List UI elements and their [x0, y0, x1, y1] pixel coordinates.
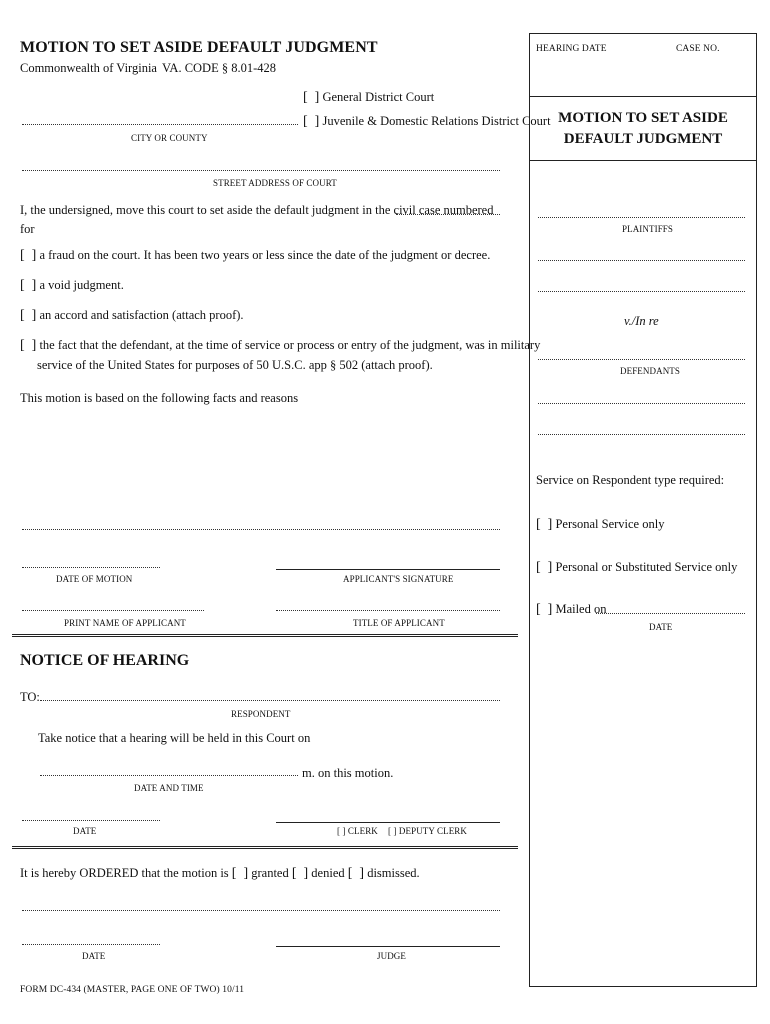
to-label: TO: — [20, 690, 40, 704]
section-divider-order — [12, 846, 518, 849]
ground-fraud[interactable] — [20, 248, 490, 264]
applicant-signature-line[interactable] — [276, 569, 500, 570]
ground-military-label-2: service of the United States for purposes of 50 U.S.C. app § 502 (attach proof). — [37, 358, 433, 372]
ground-accord-label: an accord and satisfaction (attach proof). — [39, 308, 244, 322]
service-personal[interactable] — [536, 517, 664, 533]
checkbox-mailed[interactable]: [ ] — [536, 602, 553, 617]
title-of-applicant-line[interactable] — [276, 610, 500, 611]
checkbox-fraud[interactable]: [ ] — [20, 248, 37, 263]
checkbox-personal-service[interactable]: [ ] — [536, 517, 553, 532]
service-mailed[interactable] — [536, 602, 607, 618]
mailed-date-line[interactable] — [596, 613, 745, 614]
case-no-label: CASE NO. — [676, 44, 720, 54]
sidebar-title — [529, 108, 757, 150]
applicant-signature-label: APPLICANT'S SIGNATURE — [343, 574, 454, 584]
for-word: for — [20, 222, 35, 236]
section-divider-notice — [12, 634, 518, 637]
street-address-label: STREET ADDRESS OF COURT — [213, 178, 337, 188]
dismissed-label: dismissed. — [367, 866, 420, 880]
case-sidebar — [529, 33, 757, 987]
commonwealth-label: Commonwealth of Virginia — [20, 61, 157, 75]
order-date-label: DATE — [82, 951, 106, 961]
sidebar-divider-title — [529, 160, 757, 161]
ground-military-label-1: the fact that the defendant, at the time of service or process or entry of the judgment, was in military — [39, 338, 541, 352]
order-date-line[interactable] — [22, 944, 160, 945]
court-option-general-label: General District Court — [322, 90, 435, 104]
checkbox-void[interactable]: [ ] — [20, 278, 37, 293]
take-notice-text: Take notice that a hearing will be held in this Court on — [38, 731, 311, 745]
defendants-label: DEFENDANTS — [620, 366, 681, 376]
granted-label: granted — [251, 866, 289, 880]
date-of-motion-line[interactable] — [22, 567, 160, 568]
notice-date-line[interactable] — [22, 820, 160, 821]
judge-signature-line[interactable] — [276, 946, 500, 947]
personal-service-label: Personal Service only — [555, 517, 665, 531]
defendant-line-2[interactable] — [538, 403, 745, 404]
checkbox-juvenile-domestic[interactable]: [ ] — [303, 114, 320, 129]
title-of-applicant-label: TITLE OF APPLICANT — [353, 618, 445, 628]
ground-military[interactable] — [20, 338, 540, 354]
order-prefix: It is hereby ORDERED that the motion is — [20, 866, 229, 880]
hearing-date-label: HEARING DATE — [536, 44, 607, 54]
sidebar-title-line-1: MOTION TO SET ASIDE — [558, 110, 728, 126]
code-reference: VA. CODE § 8.01-428 — [162, 61, 277, 75]
street-address-line[interactable] — [22, 170, 500, 171]
plaintiff-line-1[interactable] — [538, 217, 745, 218]
clerk-signature-line[interactable] — [276, 822, 500, 823]
court-option-juvenile-label: Juvenile & Domestic Relations District Court — [322, 114, 551, 128]
checkbox-dismissed[interactable]: [ ] — [347, 866, 365, 881]
print-name-line[interactable] — [22, 610, 204, 611]
case-number-line[interactable] — [396, 214, 500, 215]
sidebar-title-line-2: DEFAULT JUDGMENT — [563, 131, 723, 147]
date-time-line[interactable] — [40, 775, 298, 776]
checkbox-denied[interactable]: [ ] — [291, 866, 309, 881]
ground-void-label: a void judgment. — [39, 278, 124, 292]
service-type-label: Service on Respondent type required: — [536, 473, 725, 487]
m-on-motion: m. on this motion. — [302, 766, 394, 780]
notice-date-label: DATE — [73, 826, 97, 836]
mailed-date-label: DATE — [649, 622, 673, 632]
form-title: MOTION TO SET ASIDE DEFAULT JUDGMENT — [20, 39, 378, 56]
checkbox-general-district[interactable]: [ ] — [303, 90, 320, 105]
plaintiff-line-3[interactable] — [538, 291, 745, 292]
checkbox-granted[interactable]: [ ] — [231, 866, 249, 881]
v-in-re: v./In re — [624, 314, 659, 328]
form-footer: FORM DC-434 (MASTER, PAGE ONE OF TWO) 10/11 — [20, 985, 245, 995]
facts-label: This motion is based on the following facts and reasons — [20, 391, 299, 405]
order-reason-line[interactable] — [22, 910, 500, 911]
facts-line[interactable] — [22, 529, 500, 530]
substituted-service-label: Personal or Substituted Service only — [555, 560, 738, 574]
court-option-juvenile[interactable] — [303, 114, 551, 130]
motion-intro: I, the undersigned, move this court to set aside the default judgment in the civil case numbered — [20, 203, 494, 217]
checkbox-military[interactable]: [ ] — [20, 338, 37, 353]
judge-label: JUDGE — [377, 951, 406, 961]
plaintiff-line-2[interactable] — [538, 260, 745, 261]
ground-accord[interactable] — [20, 308, 244, 324]
defendant-line-3[interactable] — [538, 434, 745, 435]
ground-fraud-label: a fraud on the court. It has been two years or less since the date of the judgment or decree. — [39, 248, 491, 262]
respondent-line[interactable] — [40, 700, 500, 701]
defendant-line-1[interactable] — [538, 359, 745, 360]
plaintiffs-label: PLAINTIFFS — [622, 224, 674, 234]
clerk-label[interactable]: [ ] CLERK — [337, 826, 378, 836]
city-county-label: CITY OR COUNTY — [131, 133, 208, 143]
mailed-on-label: Mailed on — [555, 602, 607, 616]
service-substituted[interactable] — [536, 560, 737, 576]
city-county-line[interactable] — [22, 124, 298, 125]
court-option-general[interactable] — [303, 90, 434, 106]
notice-heading: NOTICE OF HEARING — [20, 652, 190, 669]
denied-label: denied — [311, 866, 345, 880]
date-and-time-label: DATE AND TIME — [134, 783, 204, 793]
date-of-motion-label: DATE OF MOTION — [56, 574, 133, 584]
deputy-clerk-label[interactable]: [ ] DEPUTY CLERK — [388, 826, 468, 836]
checkbox-substituted-service[interactable]: [ ] — [536, 560, 553, 575]
sidebar-divider-top — [529, 96, 757, 97]
respondent-label: RESPONDENT — [231, 709, 291, 719]
checkbox-accord[interactable]: [ ] — [20, 308, 37, 323]
ground-void[interactable] — [20, 278, 124, 294]
print-name-label: PRINT NAME OF APPLICANT — [64, 618, 186, 628]
order-line — [20, 866, 420, 882]
